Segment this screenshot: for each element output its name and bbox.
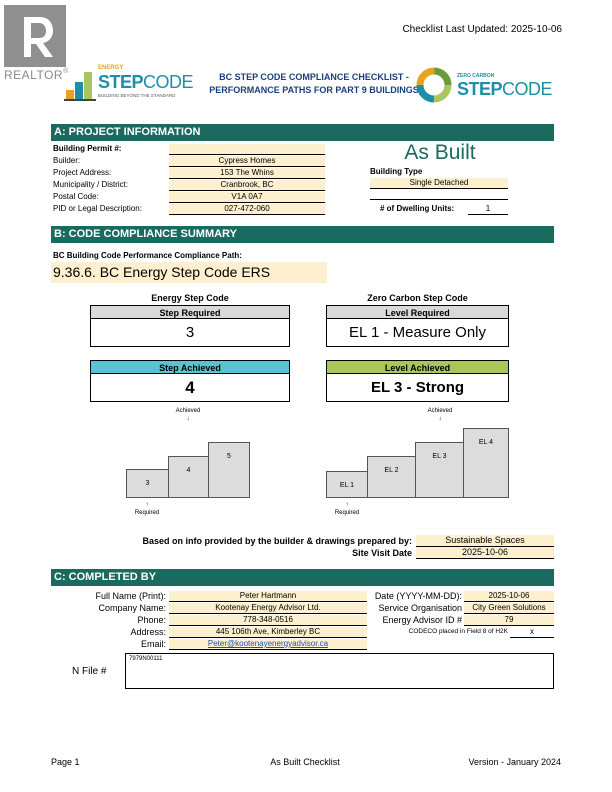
- section-c-heading: C: COMPLETED BY: [51, 569, 554, 586]
- zero-required-marker: ↑ Required: [334, 502, 360, 516]
- based-on-value: Sustainable Spaces: [416, 535, 554, 547]
- energy-achieved-marker: Achieved ↓: [175, 408, 201, 422]
- phone-value: 778-348-0516: [169, 615, 367, 626]
- municipality-value: Cranbrook, BC: [169, 180, 325, 191]
- dwelling-units-value: 1: [468, 204, 508, 215]
- stepcode-wordmark: STEPCODE: [98, 72, 194, 92]
- step-required-value: 3: [90, 319, 290, 347]
- energy-stepcode-logo: [64, 64, 204, 104]
- energy-step-4: 4: [168, 456, 209, 498]
- postal-code-value: V1A 0A7: [169, 192, 325, 203]
- last-updated: Checklist Last Updated: 2025-10-06: [402, 24, 562, 35]
- advisor-id-label: Energy Advisor ID #: [382, 615, 462, 625]
- zc-small-text: ZERO CARBON: [457, 73, 495, 79]
- full-name-value: Peter Hartmann: [169, 591, 367, 602]
- realtor-text: REALTOR®: [4, 68, 69, 82]
- zero-carbon-title: Zero Carbon Step Code: [367, 293, 468, 303]
- zero-achieved-marker: Achieved ↓: [427, 408, 453, 422]
- address-label: Address:: [130, 627, 166, 637]
- step-achieved-label: Step Achieved: [90, 360, 290, 374]
- build-status: As Built: [404, 141, 476, 164]
- email-value[interactable]: Peter@kootenayenergyadvisor.ca: [169, 639, 367, 650]
- dwelling-units-label: # of Dwelling Units:: [380, 204, 455, 213]
- project-address-label: Project Address:: [53, 168, 112, 177]
- zero-step-el4: EL 4: [463, 428, 509, 498]
- codeco-value: x: [510, 627, 554, 638]
- service-org-label: Service Organisation: [378, 603, 462, 613]
- municipality-label: Municipality / District:: [53, 180, 129, 189]
- footer-page: Page 1: [51, 757, 80, 767]
- level-required-label: Level Required: [326, 305, 509, 319]
- footer-version: Version - January 2024: [468, 757, 561, 767]
- energy-step-3: 3: [126, 469, 169, 498]
- date-value: 2025-10-06: [464, 591, 554, 602]
- site-visit-value: 2025-10-06: [416, 547, 554, 559]
- level-achieved-value: EL 3 - Strong: [326, 374, 509, 402]
- zero-step-el2: EL 2: [367, 456, 416, 498]
- based-on-label: Based on info provided by the builder & drawings prepared by:: [142, 536, 412, 546]
- zero-step-el3: EL 3: [415, 442, 464, 498]
- pid-label: PID or Legal Description:: [53, 204, 142, 213]
- zero-carbon-ring-icon: [416, 67, 452, 103]
- nfile-label: N File #: [72, 666, 107, 677]
- zero-step-el1: EL 1: [326, 471, 368, 498]
- service-org-value: City Green Solutions: [464, 603, 554, 614]
- advisor-id-value: 79: [464, 615, 554, 626]
- realtor-logo-mark: [4, 5, 66, 67]
- phone-label: Phone:: [137, 615, 166, 625]
- energy-stepcode-title: Energy Step Code: [151, 293, 229, 303]
- nfile-box[interactable]: [125, 653, 554, 689]
- permit-label: Building Permit #:: [53, 144, 122, 153]
- site-visit-label: Site Visit Date: [352, 548, 412, 558]
- zc-wordmark: STEPCODE: [457, 79, 553, 99]
- level-achieved-label: Level Achieved: [326, 360, 509, 374]
- postal-code-label: Postal Code:: [53, 192, 99, 201]
- permit-value: [169, 144, 325, 155]
- building-type-underline: [370, 199, 508, 200]
- compliance-path-value: 9.36.6. BC Energy Step Code ERS: [51, 262, 327, 283]
- page-title: BC STEP CODE COMPLIANCE CHECKLIST - PERFORMANCE PATHS FOR PART 9 BUILDINGS: [209, 72, 419, 95]
- company-name-label: Company Name:: [98, 603, 166, 613]
- zero-carbon-logo: [416, 67, 556, 105]
- energy-required-marker: ↑ Required: [134, 502, 160, 516]
- step-achieved-value: 4: [90, 374, 290, 402]
- stepcode-tagline: BUILDING BEYOND THE STANDARD: [98, 93, 176, 98]
- building-type-value: Single Detached: [370, 178, 508, 189]
- building-type-label: Building Type: [370, 167, 423, 176]
- company-name-value: Kootenay Energy Advisor Ltd.: [169, 603, 367, 614]
- address-value: 445 106th Ave, Kimberley BC: [169, 627, 367, 638]
- date-label: Date (YYYY-MM-DD):: [374, 591, 462, 601]
- level-required-value: EL 1 - Measure Only: [326, 319, 509, 347]
- builder-value: Cypress Homes: [169, 156, 325, 167]
- section-b-heading: B: CODE COMPLIANCE SUMMARY: [51, 226, 554, 243]
- nfile-value: 7979N00111: [129, 656, 163, 662]
- energy-step-5: 5: [208, 442, 250, 498]
- section-a-heading: A: PROJECT INFORMATION: [51, 124, 554, 141]
- realtor-logo: [4, 5, 69, 83]
- step-required-label: Step Required: [90, 305, 290, 319]
- footer-title: As Built Checklist: [270, 757, 340, 767]
- full-name-label: Full Name (Print):: [95, 591, 166, 601]
- codeco-label: CODECO placed in Field 8 of H2K: [408, 628, 508, 635]
- stepcode-energy-small: ENERGY: [98, 65, 124, 71]
- builder-label: Builder:: [53, 156, 81, 165]
- project-address-value: 153 The Whins: [169, 168, 325, 179]
- email-label: Email:: [140, 639, 166, 649]
- realtor-r-icon: [4, 5, 66, 67]
- stepcode-stairs-icon: [64, 64, 96, 102]
- pid-value: 027-472-060: [169, 204, 325, 215]
- compliance-path-label: BC Building Code Performance Compliance Path:: [53, 251, 242, 260]
